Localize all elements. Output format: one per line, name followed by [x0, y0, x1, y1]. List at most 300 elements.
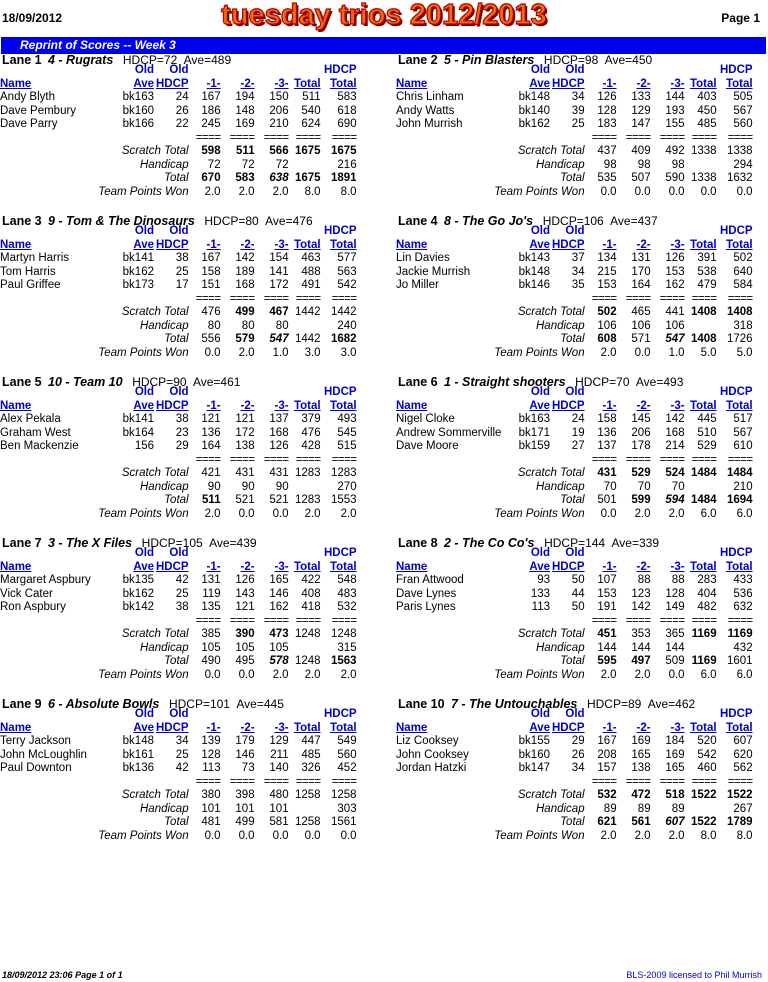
summary-value: 105: [235, 641, 255, 654]
lane-number: Lane 6: [398, 375, 438, 389]
player-hdcp: 25: [175, 748, 189, 761]
player-ave: bk141: [122, 413, 154, 425]
separator: ====: [331, 775, 357, 788]
player-total: 488: [301, 265, 321, 278]
separator-row: [0, 776, 359, 790]
summary-value: 1632: [727, 172, 753, 184]
player-row: [0, 440, 359, 454]
scores-table: [396, 547, 755, 682]
summary-label: Total: [164, 333, 189, 345]
header-row: [0, 64, 359, 78]
summary-row-total: [0, 816, 359, 830]
player-row: [396, 413, 755, 427]
player-hdcp: 17: [175, 279, 189, 291]
summary-row-handicap: [396, 481, 755, 495]
summary-value: 1442: [331, 306, 357, 318]
col-old-label: Old: [565, 547, 585, 559]
col-hdcp-label: HDCP: [720, 225, 753, 237]
summary-value: 315: [337, 641, 357, 654]
player-total: 422: [301, 574, 321, 586]
lane-number: Lane 5: [2, 375, 42, 389]
player-game-2: 143: [235, 587, 255, 600]
col-game-3: -3-: [274, 77, 289, 90]
summary-value: 1789: [727, 816, 753, 828]
summary-value: 90: [241, 480, 255, 493]
summary-row-handicap: [396, 320, 755, 334]
col-game-3: -3-: [670, 721, 685, 734]
col-game-3: -3-: [274, 238, 289, 251]
player-game-2: 123: [631, 587, 651, 600]
col-game-3: -3-: [670, 399, 685, 412]
summary-value: 638: [269, 172, 289, 184]
player-game-3: 88: [671, 574, 685, 586]
report-title: tuesday trios 2012/2013: [221, 0, 547, 31]
summary-value: 0.0: [736, 185, 753, 198]
summary-label: Scratch Total: [517, 789, 585, 801]
summary-value: 1561: [331, 816, 357, 828]
summary-row-total: [396, 172, 755, 186]
summary-value: 270: [337, 480, 357, 493]
player-total: 326: [301, 762, 321, 774]
col-hdcp-total: Total: [329, 399, 357, 412]
col-hdcp-total: Total: [329, 560, 357, 573]
summary-value: 2.0: [600, 668, 617, 681]
separator: ====: [659, 614, 685, 627]
summary-label: Handicap: [140, 158, 189, 171]
summary-label: Scratch Total: [121, 628, 189, 640]
player-game-2: 168: [235, 279, 255, 291]
col-old-label: Old: [530, 547, 550, 559]
player-row: [396, 574, 755, 588]
summary-label: Total: [164, 494, 189, 506]
player-game-3: 214: [665, 440, 685, 452]
lane-block: [0, 536, 384, 699]
summary-value: 106: [665, 319, 685, 332]
summary-value: 106: [597, 319, 617, 332]
col-total: Total: [689, 399, 717, 412]
header-row: [0, 386, 359, 400]
player-game-2: 147: [631, 118, 651, 130]
player-row: [396, 252, 755, 266]
col-hdcp-label: HDCP: [720, 386, 753, 398]
summary-value: 1283: [331, 467, 357, 479]
col-ave: Ave: [133, 560, 154, 573]
team-ave: Ave=476: [265, 214, 313, 228]
player-total: 450: [697, 104, 717, 117]
summary-value: 318: [733, 319, 753, 332]
col-hdcp-label: HDCP: [720, 708, 753, 720]
player-game-3: 149: [665, 601, 685, 613]
player-hdcp: 26: [571, 748, 585, 761]
separator: ====: [229, 614, 255, 627]
separator: ====: [295, 775, 321, 788]
summary-value: 1675: [331, 145, 357, 157]
player-game-3: 168: [665, 426, 685, 439]
player-game-3: 129: [269, 735, 289, 747]
team-name: 8 - The Go Jo's: [444, 214, 534, 228]
col-name: Name: [0, 721, 32, 734]
player-ave: bk171: [518, 426, 550, 439]
player-hdcp: 34: [571, 265, 585, 278]
player-name: Liz Cooksey: [396, 735, 459, 747]
summary-value: 1.0: [272, 346, 289, 359]
summary-value: 431: [269, 467, 289, 479]
summary-value: 2.0: [304, 668, 321, 681]
separator: ====: [591, 292, 617, 305]
separator: ====: [263, 292, 289, 305]
team-hdcp: HDCP=106: [542, 214, 604, 228]
player-total: 476: [301, 426, 321, 439]
col-hdcp-total: Total: [329, 77, 357, 90]
summary-row-handicap: [0, 803, 359, 817]
player-game-2: 138: [631, 762, 651, 774]
summary-label: Handicap: [536, 158, 585, 171]
separator: ====: [195, 614, 221, 627]
header-row: [0, 78, 359, 92]
summary-row-points: [0, 347, 359, 361]
summary-value: 5.0: [700, 346, 717, 359]
separator: ====: [295, 614, 321, 627]
summary-value: 561: [631, 816, 651, 828]
col-hdcp-label: HDCP: [324, 225, 357, 237]
separator-row: [0, 293, 359, 307]
player-name: Ben Mackenzie: [0, 440, 79, 452]
player-ave: bk148: [518, 91, 550, 103]
player-name: Andy Blyth: [0, 91, 55, 103]
player-game-1: 186: [201, 104, 221, 117]
summary-value: 6.0: [736, 668, 753, 681]
player-hdcp: 25: [175, 265, 189, 278]
header-row: [396, 386, 755, 400]
player-hdcp: 44: [571, 587, 585, 600]
col-old-label: Old: [134, 225, 154, 237]
summary-value: 1408: [691, 306, 717, 318]
player-hdcp-total: 536: [733, 587, 753, 600]
player-hdcp: 42: [175, 574, 189, 586]
summary-value: 72: [207, 158, 221, 171]
summary-value: 2.0: [304, 507, 321, 520]
lane-block: [0, 53, 384, 216]
player-ave: bk162: [122, 587, 154, 600]
player-ave: bk162: [518, 118, 550, 130]
player-game-2: 121: [235, 413, 255, 425]
player-name: Vick Cater: [0, 587, 53, 600]
summary-value: 6.0: [700, 668, 717, 681]
player-row: [0, 266, 359, 280]
col-name: Name: [396, 238, 428, 251]
summary-value: 0.0: [668, 668, 685, 681]
header-row: [396, 78, 755, 92]
player-name: Andy Watts: [396, 104, 455, 117]
summary-value: 511: [202, 494, 221, 506]
player-game-2: 142: [631, 601, 651, 613]
player-hdcp-total: 690: [337, 118, 357, 130]
summary-value: 1248: [331, 628, 357, 640]
summary-value: 476: [201, 306, 221, 318]
summary-label: Scratch Total: [517, 145, 585, 157]
summary-label: Team Points Won: [98, 346, 189, 359]
summary-value: 499: [235, 816, 255, 828]
separator-row: [0, 615, 359, 629]
summary-value: 90: [275, 480, 289, 493]
summary-value: 90: [207, 480, 221, 493]
col-hdcp: HDCP: [156, 560, 189, 573]
player-ave: bk148: [122, 735, 154, 747]
player-game-2: 169: [631, 735, 651, 747]
col-name: Name: [396, 399, 428, 412]
player-hdcp-total: 502: [733, 252, 753, 264]
summary-value: 594: [665, 494, 685, 506]
player-hdcp: 23: [175, 426, 189, 439]
summary-value: 2.0: [204, 185, 221, 198]
summary-value: 1408: [691, 333, 717, 345]
summary-row-handicap: [396, 642, 755, 656]
summary-row-total: [396, 494, 755, 508]
header-row: [396, 547, 755, 561]
summary-value: 501: [597, 494, 617, 506]
summary-value: 432: [733, 641, 753, 654]
separator: ====: [263, 614, 289, 627]
summary-label: Scratch Total: [121, 306, 189, 318]
col-hdcp: HDCP: [156, 399, 189, 412]
col-game-1: -1-: [206, 721, 221, 734]
summary-row-points: [0, 830, 359, 844]
summary-value: 1.0: [668, 346, 685, 359]
header-row: [396, 708, 755, 722]
col-hdcp-label: HDCP: [324, 547, 357, 559]
summary-value: [291, 803, 323, 817]
player-game-2: 165: [631, 748, 651, 761]
player-game-2: 164: [631, 279, 651, 291]
player-game-2: 138: [235, 440, 255, 452]
player-hdcp-total: 548: [337, 574, 357, 586]
player-game-1: 167: [597, 735, 617, 747]
col-total: Total: [293, 399, 321, 412]
summary-value: 353: [631, 628, 651, 640]
summary-value: 507: [631, 172, 651, 184]
player-ave: bk166: [122, 118, 154, 130]
player-hdcp: 24: [571, 413, 585, 425]
summary-value: 547: [665, 333, 685, 345]
separator: ====: [331, 131, 357, 144]
summary-value: 465: [631, 306, 651, 318]
player-game-2: 206: [631, 426, 651, 439]
col-game-2: -2-: [636, 77, 651, 90]
summary-value: 1442: [295, 306, 321, 318]
summary-label: Team Points Won: [98, 507, 189, 520]
summary-value: 608: [597, 333, 617, 345]
summary-label: Scratch Total: [121, 145, 189, 157]
col-old-label: Old: [530, 386, 550, 398]
player-game-2: 170: [631, 265, 651, 278]
footer-timestamp: 18/09/2012 23:06 Page 1 of 1: [2, 970, 123, 980]
separator-row: [396, 615, 755, 629]
header-row: [396, 561, 755, 575]
summary-value: 670: [201, 172, 221, 184]
player-row: [396, 118, 755, 132]
player-hdcp: 26: [175, 104, 189, 117]
summary-value: 556: [201, 333, 221, 345]
header-row: [0, 225, 359, 239]
summary-value: 3.0: [304, 346, 321, 359]
summary-label: Scratch Total: [121, 789, 189, 801]
player-total: 485: [697, 118, 717, 130]
player-ave: bk160: [122, 104, 154, 117]
player-row: [396, 427, 755, 441]
summary-value: 89: [603, 802, 617, 815]
col-old-label: Old: [169, 386, 189, 398]
separator: ====: [591, 775, 617, 788]
summary-value: 380: [201, 789, 221, 801]
header-row: [396, 239, 755, 253]
summary-value: 294: [733, 158, 753, 171]
summary-value: 89: [671, 802, 685, 815]
summary-value: 441: [665, 306, 685, 318]
player-hdcp-total: 567: [733, 426, 753, 439]
player-name: Nigel Cloke: [396, 413, 455, 425]
player-hdcp-total: 517: [733, 413, 753, 425]
col-game-3: -3-: [670, 238, 685, 251]
player-row: [0, 118, 359, 132]
summary-row-scratch: [0, 467, 359, 481]
player-game-3: 172: [269, 279, 289, 291]
player-hdcp-total: 545: [337, 426, 357, 439]
team-hdcp: HDCP=70: [575, 375, 630, 389]
summary-value: 571: [631, 333, 651, 345]
player-name: Martyn Harris: [0, 252, 70, 264]
col-old-label: Old: [565, 708, 585, 720]
player-hdcp: 29: [571, 735, 585, 747]
summary-value: 529: [631, 467, 651, 479]
player-ave: 133: [530, 587, 550, 600]
player-total: 445: [697, 413, 717, 425]
player-hdcp-total: 632: [733, 601, 753, 613]
player-row: [396, 279, 755, 293]
col-old-label: Old: [134, 708, 154, 720]
player-row: [396, 762, 755, 776]
team-name: 9 - Tom & The Dinosaurs: [48, 214, 195, 228]
player-name: Tom Harris: [0, 265, 56, 278]
player-game-2: 189: [235, 265, 255, 278]
player-name: Chris Linham: [396, 91, 464, 103]
player-ave: bk164: [122, 426, 154, 439]
col-game-3: -3-: [274, 721, 289, 734]
summary-label: Total: [560, 494, 585, 506]
player-game-2: 131: [631, 252, 651, 264]
player-hdcp: 25: [175, 587, 189, 600]
col-game-3: -3-: [274, 399, 289, 412]
summary-value: 8.0: [304, 185, 321, 198]
player-name: Alex Pekala: [0, 413, 61, 425]
summary-row-points: [0, 669, 359, 683]
summary-label: Total: [560, 816, 585, 828]
player-total: 460: [697, 762, 717, 774]
separator: ====: [625, 292, 651, 305]
summary-value: 144: [631, 641, 651, 654]
player-ave: bk160: [518, 748, 550, 761]
player-hdcp: 22: [175, 118, 189, 130]
col-hdcp-total: Total: [725, 560, 753, 573]
summary-value: 581: [269, 816, 289, 828]
col-hdcp: HDCP: [552, 399, 585, 412]
lane-block: [0, 697, 384, 860]
summary-value: 1169: [727, 628, 753, 640]
summary-value: 621: [597, 816, 617, 828]
player-hdcp: 50: [571, 601, 585, 613]
summary-value: 579: [235, 333, 255, 345]
team-name: 6 - Absolute Bowls: [48, 697, 160, 711]
separator: ====: [229, 131, 255, 144]
summary-value: 70: [671, 480, 685, 493]
player-game-1: 121: [201, 413, 221, 425]
player-game-2: 194: [235, 91, 255, 103]
player-total: 418: [301, 601, 321, 613]
col-ave: Ave: [529, 721, 550, 734]
player-total: 624: [301, 118, 321, 130]
player-game-1: 153: [597, 587, 617, 600]
summary-value: 1338: [691, 172, 717, 184]
player-total: 542: [697, 748, 717, 761]
player-game-3: 184: [665, 735, 685, 747]
player-hdcp-total: 505: [733, 91, 753, 103]
col-name: Name: [0, 77, 32, 90]
separator: ====: [625, 131, 651, 144]
player-game-3: 210: [269, 118, 289, 130]
col-game-2: -2-: [240, 399, 255, 412]
separator-row: [396, 776, 755, 790]
summary-value: 607: [665, 816, 685, 828]
summary-value: 2.0: [668, 507, 685, 520]
player-ave: bk146: [518, 279, 550, 291]
player-ave: bk142: [122, 601, 154, 613]
player-game-1: 119: [202, 587, 221, 600]
summary-value: 1682: [331, 333, 357, 345]
col-total: Total: [293, 560, 321, 573]
player-ave: bk135: [122, 574, 154, 586]
summary-value: 6.0: [700, 507, 717, 520]
summary-value: 80: [275, 319, 289, 332]
player-game-1: 137: [597, 440, 617, 452]
player-hdcp-total: 493: [337, 413, 357, 425]
player-name: Dave Moore: [396, 440, 459, 452]
col-hdcp: HDCP: [552, 238, 585, 251]
summary-value: 144: [597, 641, 617, 654]
col-old-label: Old: [530, 708, 550, 720]
summary-value: 2.0: [272, 185, 289, 198]
summary-value: 1484: [691, 467, 717, 479]
player-row: [396, 105, 755, 119]
separator: ====: [659, 775, 685, 788]
summary-value: 365: [665, 628, 685, 640]
col-hdcp-total: Total: [725, 77, 753, 90]
summary-row-handicap: [0, 642, 359, 656]
summary-value: 1248: [295, 628, 321, 640]
separator: ====: [331, 453, 357, 466]
summary-value: 451: [597, 628, 617, 640]
player-game-1: 167: [201, 252, 221, 264]
summary-value: 1258: [295, 816, 321, 828]
col-name: Name: [396, 77, 428, 90]
player-row: [0, 762, 359, 776]
player-hdcp-total: 610: [733, 440, 753, 452]
player-game-3: 126: [269, 440, 289, 452]
col-game-1: -1-: [206, 77, 221, 90]
col-game-3: -3-: [670, 560, 685, 573]
team-name: 7 - The Untouchables: [450, 697, 578, 711]
summary-row-points: [0, 186, 359, 200]
summary-row-points: [396, 830, 755, 844]
summary-value: 0.0: [238, 507, 255, 520]
